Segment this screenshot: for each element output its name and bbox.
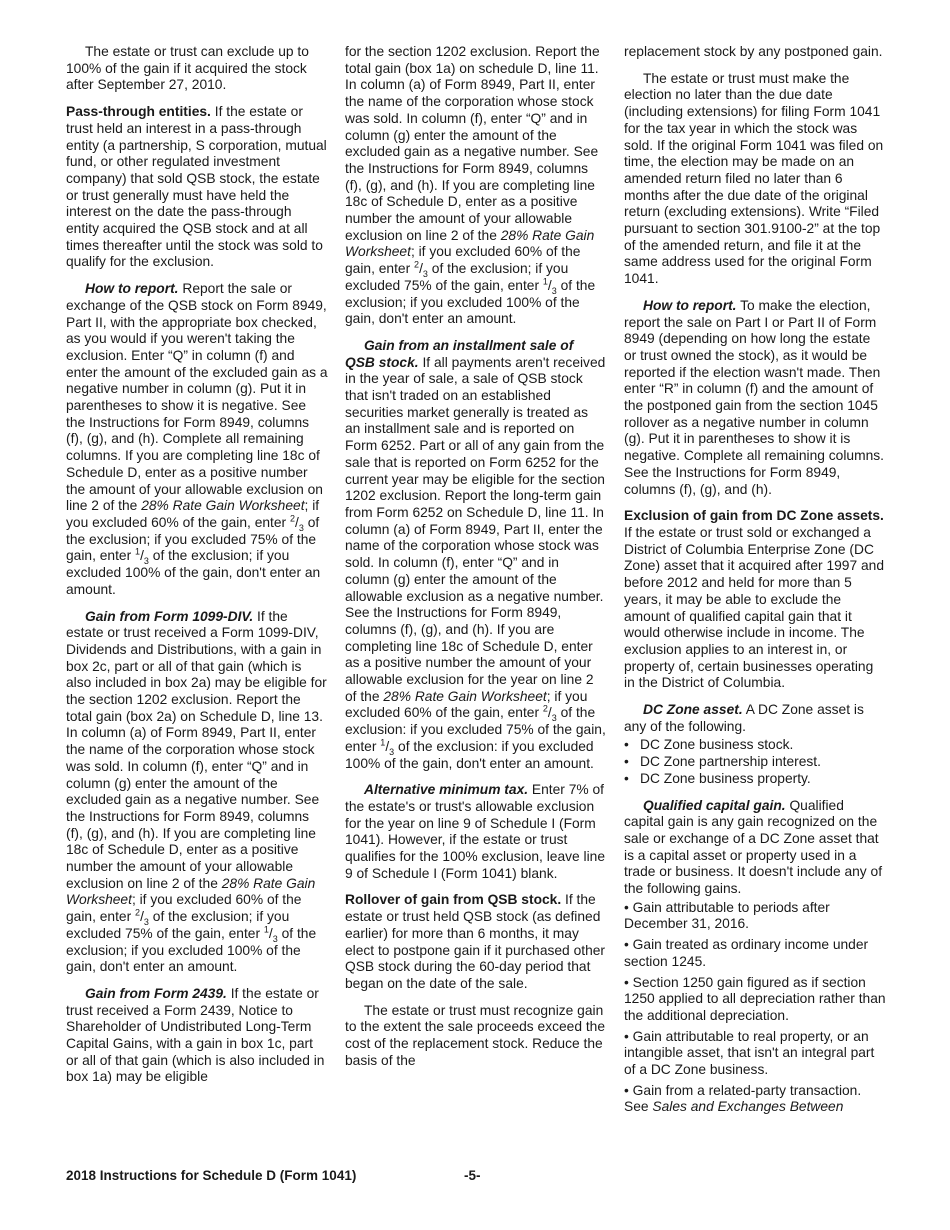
paragraph: for the section 1202 exclusion. Report the total gain (box 1a) on schedule D, line 11. In column (a) of Form 8949, Part II, enter the name of the corporation whose stock was sold. In column (f), enter “Q” and in column (g) enter the amount of the excluded gain as a negative number. See the Instructions for Form 8949, columns (f), (g), and (h). If you are completing line 18c of Schedule D, enter as a positive number the amount of your allowable exclusion on line 2 of the 28% Rate Gain Worksheet; if you excluded 60% of the gain, enter $^2/_3$ of the exclusion; if you excluded 75% of the gain, enter $^1/_3$ of the exclusion; if you excluded 100% of the gain, don't enter an amount. [345,44,600,327]
paragraph: Gain from Form 2439. If the estate or trust received a Form 2439, Notice to Shareholder of Undistributed Long-Term Capital Gains, with a gain in box 1c, part or all of that gain (which is also included in box 1a) may be eligible [66,985,325,1085]
paragraph: Rollover of gain from QSB stock. If the estate or trust held QSB stock (as defined earlier) for more than 6 months, it may elect to postpone gain if it purchased other QSB stock during the 60-day period that began on the date of the sale. [345,892,606,991]
paragraph: Alternative minimum tax. Enter 7% of the estate's or trust's allowable exclusion for the year on line 9 of Schedule I (Form 1041). However, if the estate or trust qualifies for the 100% exclusion, leave line 9 of Schedule I (Form 1041) blank. [345,782,605,881]
list-item: • Gain attributable to real property, or an intangible asset, that isn't an integral part of a DC Zone business. [624,1029,886,1079]
paragraph: How to report. Report the sale or exchange of the QSB stock on Form 8949, Part II, with the appropriate box checked, as you would if you weren't taking the exclusion. Enter “Q” in column (f) and enter the amount of the excluded gain as a negative number in column (g). Put it in parentheses to show it is negative. See the Instructions for Form 8949, columns (f), (g), and (h). Complete all remaining columns. If you are completing line 18c of Schedule D, enter as a positive number the amount of your allowable exclusion on line 2 of the 28% Rate Gain Worksheet; if you excluded 60% of the gain, enter $^2/_3$ of the exclusion; if you excluded 75% of the gain, enter $^1/_3$ of the exclusion; if you excluded 100% of the gain, don't enter an amount. [66,281,328,597]
column-middle [345,44,607,1079]
list-item: • Section 1250 gain figured as if section 1250 applied to all depreciation rather than the additional depreciation. [624,975,886,1025]
subsection-heading: How to report. [85,281,179,297]
paragraph: The estate or trust must make the election no later than the due date (including extensions) for filing Form 1041 for the tax year in which the stock was sold. If the original Form 1041 was filed on time, the election may be made on an amended return filed no later than 6 months after the due date of the original return (excluding extensions). Write “Filed pursuant to section 301.9100-2” at the top of the amended return, and file it at the same address used for the original Form 1041. [624,70,884,287]
paragraph: DC Zone asset. A DC Zone asset is any of the following. [624,702,864,734]
paragraph: The estate or trust can exclude up to 100% of the gain if it acquired the stock after September 27, 2010. [66,44,309,93]
paragraph: Qualified capital gain. Qualified capital gain is any gain recognized on the sale or exchange of a DC Zone asset that is a capital asset or property used in a trade or business. It doesn't include any of the following gains. [624,797,883,897]
column-left [66,44,328,1096]
list-item: • Gain treated as ordinary income under section 1245. [624,937,886,970]
list-item: • Gain from a related-party transaction. See Sales and Exchanges Between [624,1083,886,1116]
list-item: • DC Zone business property. [624,771,886,788]
subsection-heading: Alternative minimum tax. [364,782,529,798]
column-right [624,44,886,1120]
paragraph: replacement stock by any postponed gain. [624,44,883,59]
paragraph: Pass-through entities. If the estate or trust held an interest in a pass-through entity (a partnership, S corporation, mutual fund, or other regulated investment company) that sold QSB stock, the estate or trust generally must have held the interest on the date the pass-through entity acquired the QSB stock and at all times thereafter until the stock was sold to qualify for the exclusion. [66,104,327,270]
bullet-list [624,737,886,787]
list-item: • DC Zone partnership interest. [624,754,886,771]
subsection-heading: Qualified capital gain. [643,797,786,813]
paragraph: Exclusion of gain from DC Zone assets. If the estate or trust sold or exchanged a District of Columbia Enterprise Zone (DC Zone) asset that it acquired after 1997 and before 2012 and held for more than 5 years, it may be able to exclude the amount of qualified capital gain that it would otherwise include in income. The exclusion applies to an interest in, or property of, certain businesses operating in the District of Columbia. [624,508,885,691]
subsection-heading: DC Zone asset. [643,702,743,718]
list-item: • Gain attributable to periods after December 31, 2016. [624,900,886,933]
section-heading: Pass-through entities. [66,104,211,120]
paragraph: Gain from Form 1099-DIV. If the estate or trust received a Form 1099-DIV, Dividends and Distributions, with a gain in box 2c, part or all of that gain (which is also included in box 2a) may be eligible for the section 1202 exclusion. Report the total gain (box 2a) on Schedule D, line 13. In column (a) of Form 8949, Part II, enter the name of the corporation whose stock was sold. In column (f), enter “Q” and in column (g) enter the amount of the excluded gain as a negative number. See the Instructions for Form 8949, columns (f), (g), and (h). If you are completing line 18c of Schedule D, enter as a positive number the amount of your allowable exclusion on line 2 of the 28% Rate Gain Worksheet; if you excluded 60% of the gain, enter $^2/_3$ of the exclusion; if you excluded 75% of the gain, enter $^1/_3$ of the exclusion; if you excluded 100% of the gain, don't enter an amount. [66,608,327,975]
subsection-heading: Gain from Form 2439. [85,985,227,1001]
section-heading: Exclusion of gain from DC Zone assets. [624,508,884,524]
subsection-heading: Gain from an installment sale of QSB stock. [345,337,574,370]
list-item: • DC Zone business stock. [624,737,886,754]
page-number: -5- [464,1168,481,1183]
paragraph: The estate or trust must recognize gain to the extent the sale proceeds exceed the cost of the replacement stock. Reduce the basis of the [345,1002,606,1068]
paragraph: How to report. To make the election, report the sale on Part I or Part II of Form 8949 (depending on how long the estate or trust owned the stock), as it would be reported if the election wasn't made. Then enter “R” in column (f) and the amount of the postponed gain from the section 1045 rollover as a negative number in column (g). Put it in parentheses to show it is negative. Complete all remaining columns. See the Instructions for Form 8949, columns (f), (g), and (h). [624,297,884,497]
paragraph: Gain from an installment sale of QSB stock. If all payments aren't received in the year of sale, a sale of QSB stock that isn't traded on an established securities market generally is treated as an installment sale and is reported on Form 6252. Part or all of any gain from the sale that is reported on Form 6252 for the current year may be eligible for the section 1202 exclusion. Report the long-term gain from Form 6252 on Schedule D, line 11. In column (a) of Form 8949, Part II, enter the name of the corporation whose stock was sold. In column (f), enter “Q” and in column (g) enter the amount of the allowable exclusion as a negative number. See the Instructions for Form 8949, columns (f), (g), and (h). If you are completing line 18c of Schedule D, enter as a positive number the amount of your allowable exclusion for the year on line 2 of the 28% Rate Gain Worksheet; if you excluded 60% of the gain, enter $^2/_3$ of the exclusion: if you excluded 75% of the gain, enter $^1/_3$ of the exclusion: if you excluded 100% of the gain, don't enter an amount. [345,337,606,771]
section-heading: Rollover of gain from QSB stock. [345,892,562,908]
footer-title: 2018 Instructions for Schedule D (Form 1041) [66,1168,357,1183]
subsection-heading: How to report. [643,297,737,313]
subsection-heading: Gain from Form 1099-DIV. [85,608,254,624]
